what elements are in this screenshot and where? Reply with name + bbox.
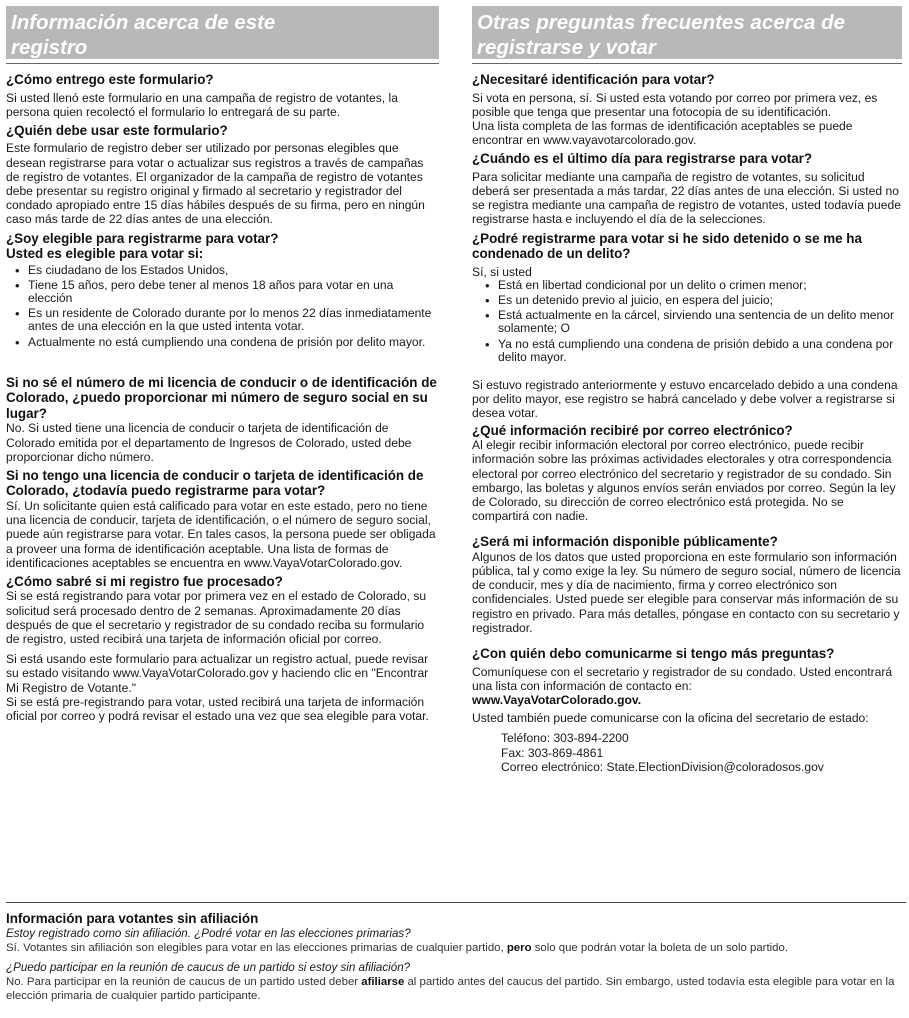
- left-section-banner: [6, 6, 439, 59]
- question-title: ¿Será mi información disponible públicamente?: [472, 534, 778, 550]
- banner-rule: [6, 63, 439, 64]
- banner-rule: [472, 63, 902, 64]
- answer-text: Si se está pre-registrando para votar, usted recibirá una tarjeta de información oficial por correo y podrá revisar el estado una vez que sea elegible para votar.: [6, 694, 429, 724]
- banner-line: Información acerca de este: [11, 11, 276, 34]
- detention-list: [472, 279, 902, 364]
- question-title: ¿Cómo entrego este formulario?: [6, 72, 214, 87]
- unaffiliated-voters-section: [6, 902, 906, 1003]
- answer-text: Sí. Un solicitante quien está calificado para votar en este estado, pero no tiene una licencia de conducir, tarjeta de identificación, o el número de seguro social, puede aún registrarse para votar. En tales casos, la persona puede ser obligada a proveer una forma de identificación aceptable. Una lista de formas de identificaciones aceptables se encuentra en www.VayaVotarColorado.gov.: [6, 498, 436, 570]
- answer-text: Usted también puede comunicarse con la oficina del secretario de estado:: [472, 711, 869, 726]
- answer-text: No. Para participar en la reunión de caucus de un partido usted deber afiliarse al partido antes del caucus del partido. Sin embargo, usted todavía esta elegible para votar en la elección primaria de cualquier partido participante.: [6, 975, 895, 1002]
- eligibility-list: [6, 264, 439, 349]
- list-item: • Es un residente de Colorado durante por lo menos 22 días inmediatamente antes de una elección en la que usted intenta votar.: [28, 307, 439, 333]
- banner-line: registrarse y votar: [477, 36, 656, 59]
- question-title: ¿Soy elegible para registrarme para votar?: [6, 230, 279, 246]
- banner-line: registro: [11, 36, 88, 59]
- question-title: ¿Cómo sabré si mi registro fue procesado?: [6, 573, 283, 589]
- right-section-banner: [472, 6, 902, 59]
- question-title: ¿Con quién debo comunicarme si tengo más preguntas?: [472, 646, 835, 662]
- section-title: Información para votantes sin afiliación: [6, 911, 259, 926]
- contact-block: [472, 731, 902, 774]
- question-title: ¿Quién debe usar este formulario?: [6, 122, 228, 138]
- question-title: ¿Necesitaré identificación para votar?: [472, 72, 715, 87]
- answer-text: Este formulario de registro deber ser utilizado por personas elegibles que desean registrarse para votar o actualizar sus registros a través de campañas de registro de votantes. El organizador de la campaña de registro de votantes debe presentar su registro original y firmado al secretario y registrador del condado apropiado entre 15 días hábiles después de su firma, pero en ningún caso más tarde de 22 días antes de una elección.: [6, 141, 425, 227]
- answer-intro: Sí, si usted: [472, 264, 532, 279]
- contact-fax: Fax: 303-869-4861: [501, 745, 604, 760]
- list-item: • Es ciudadano de los Estados Unidos,: [28, 264, 439, 277]
- question-title: ¿Puedo participar en la reunión de caucus de un partido si estoy sin afiliación?: [6, 960, 411, 974]
- question-title: ¿Podré registrarme para votar si he sido detenido o se me ha condenado de un delito?: [472, 230, 862, 262]
- question-title: Si no sé el número de mi licencia de conducir o de identificación de Colorado, ¿puedo proporcionar mi número de seguro social en su lugar?: [6, 374, 437, 421]
- section-rule: [6, 902, 906, 911]
- banner-line: Otras preguntas frecuentes acerca de: [477, 11, 846, 34]
- contact-email: Correo electrónico: State.ElectionDivision@coloradosos.gov: [501, 760, 824, 775]
- question-title: Estoy registrado como sin afiliación. ¿Podré votar en las elecciones primarias?: [6, 926, 411, 940]
- list-item: • Está en libertad condicional por un delito o crimen menor;: [498, 279, 902, 292]
- answer-text: Para solicitar mediante una campaña de registro de votantes, su solicitud deberá ser presentada a más tardar, 22 días antes de una elección. Si usted no se registra mediante una campaña de registro de votantes, usted todavía puede registrarse hasta e incluyendo el día de la selecciones.: [472, 169, 901, 227]
- list-item: • Está actualmente en la cárcel, sirviendo una sentencia de un delito menor solamente; O: [498, 309, 902, 335]
- right-column: [472, 6, 902, 775]
- answer-text: Si estuvo registrado anteriormente y estuvo encarcelado debido a una condena por delito mayor, ese registro se habrá cancelado y debe volver a registrarse si desea votar.: [472, 378, 898, 421]
- contact-phone: Teléfono: 303-894-2200: [501, 731, 629, 746]
- answer-text: Si se está registrando para votar por primera vez en el estado de Colorado, su solicitud será procesado dentro de 2 semanas. Aproximadamente 20 días después de que el secretario y registrador de su condado reciba su formulario de registro, usted recibirá una tarjeta de información oficial por correo.: [6, 589, 427, 647]
- answer-text: Sí. Votantes sin afiliación son elegibles para votar en las elecciones primarias de cualquier partido, pero solo que podrán votar la boleta de un solo partido.: [6, 941, 788, 954]
- answer-text: Una lista completa de las formas de identificación aceptables se puede encontrar en www.vayavotarcolorado.gov.: [472, 118, 853, 148]
- list-item: • Actualmente no está cumpliendo una condena de prisión por delito mayor.: [28, 336, 439, 349]
- answer-text: Al elegir recibir información electoral por correo electrónico, puede recibir información sobre las próximas actividades electorales y otra correspondencia electoral por correo electrónico del secretario y registrador de su condado. Sin embargo, las boletas y algunos envíos serán enviados por correo. Según la ley de Colorado, su dirección de correo electrónico está protegida. No se compartirá con nadie.: [472, 438, 896, 524]
- answer-text: Algunos de los datos que usted proporciona en este formulario son información pública, tal y como exige la ley. Su número de seguro social, número de licencia de conducir, mes y día de nacimiento, firma y correo electrónico son confidenciales. Usted puede ser elegible para conservar más información de su registro en privado. Para más detalles, póngase en contacto con su secretario y registrador.: [472, 549, 901, 635]
- list-item: • Tiene 15 años, pero debe tener al menos 18 años para votar en una elección: [28, 279, 439, 305]
- list-item: • Ya no está cumpliendo una condena de prisión debido a una condena por delito mayor.: [498, 338, 902, 364]
- question-subtitle: Usted es elegible para votar si:: [6, 246, 204, 262]
- list-item: • Es un detenido previo al juicio, en espera del juicio;: [498, 294, 902, 307]
- answer-text: Si usted llenó este formulario en una campaña de registro de votantes, la persona quien recolectó el formulario lo entregará de su parte.: [6, 90, 398, 119]
- question-title: ¿Qué información recibiré por correo electrónico?: [472, 422, 793, 438]
- question-title: ¿Cuándo es el último día para registrarse para votar?: [472, 151, 813, 167]
- answer-text: Comuníquese con el secretario y registrador de su condado. Usted encontrará una lista con información de contacto en:: [472, 664, 893, 693]
- answer-text: Si está usando este formulario para actualizar un registro actual, puede revisar su estado visitando www.VayaVotarColorado.gov y haciendo clic en "Encontrar Mi Registro de Votante.": [6, 652, 429, 695]
- answer-text: No. Si usted tiene una licencia de conducir o tarjeta de identificación de Colorado emitida por el departamento de Ingresos de Colorado, usted debe proporcionar dicho número.: [6, 421, 412, 464]
- question-title: Si no tengo una licencia de conducir o tarjeta de identificación de Colorado, ¿todavía puedo registrarme para votar?: [6, 467, 424, 499]
- contact-link[interactable]: www.VayaVotarColorado.gov.: [472, 693, 642, 707]
- left-column: [6, 6, 439, 723]
- answer-text: Si vota en persona, sí. Si usted esta votando por correo por primera vez, es posible que tenga que presentar una fotocopia de su identificación.: [472, 90, 878, 119]
